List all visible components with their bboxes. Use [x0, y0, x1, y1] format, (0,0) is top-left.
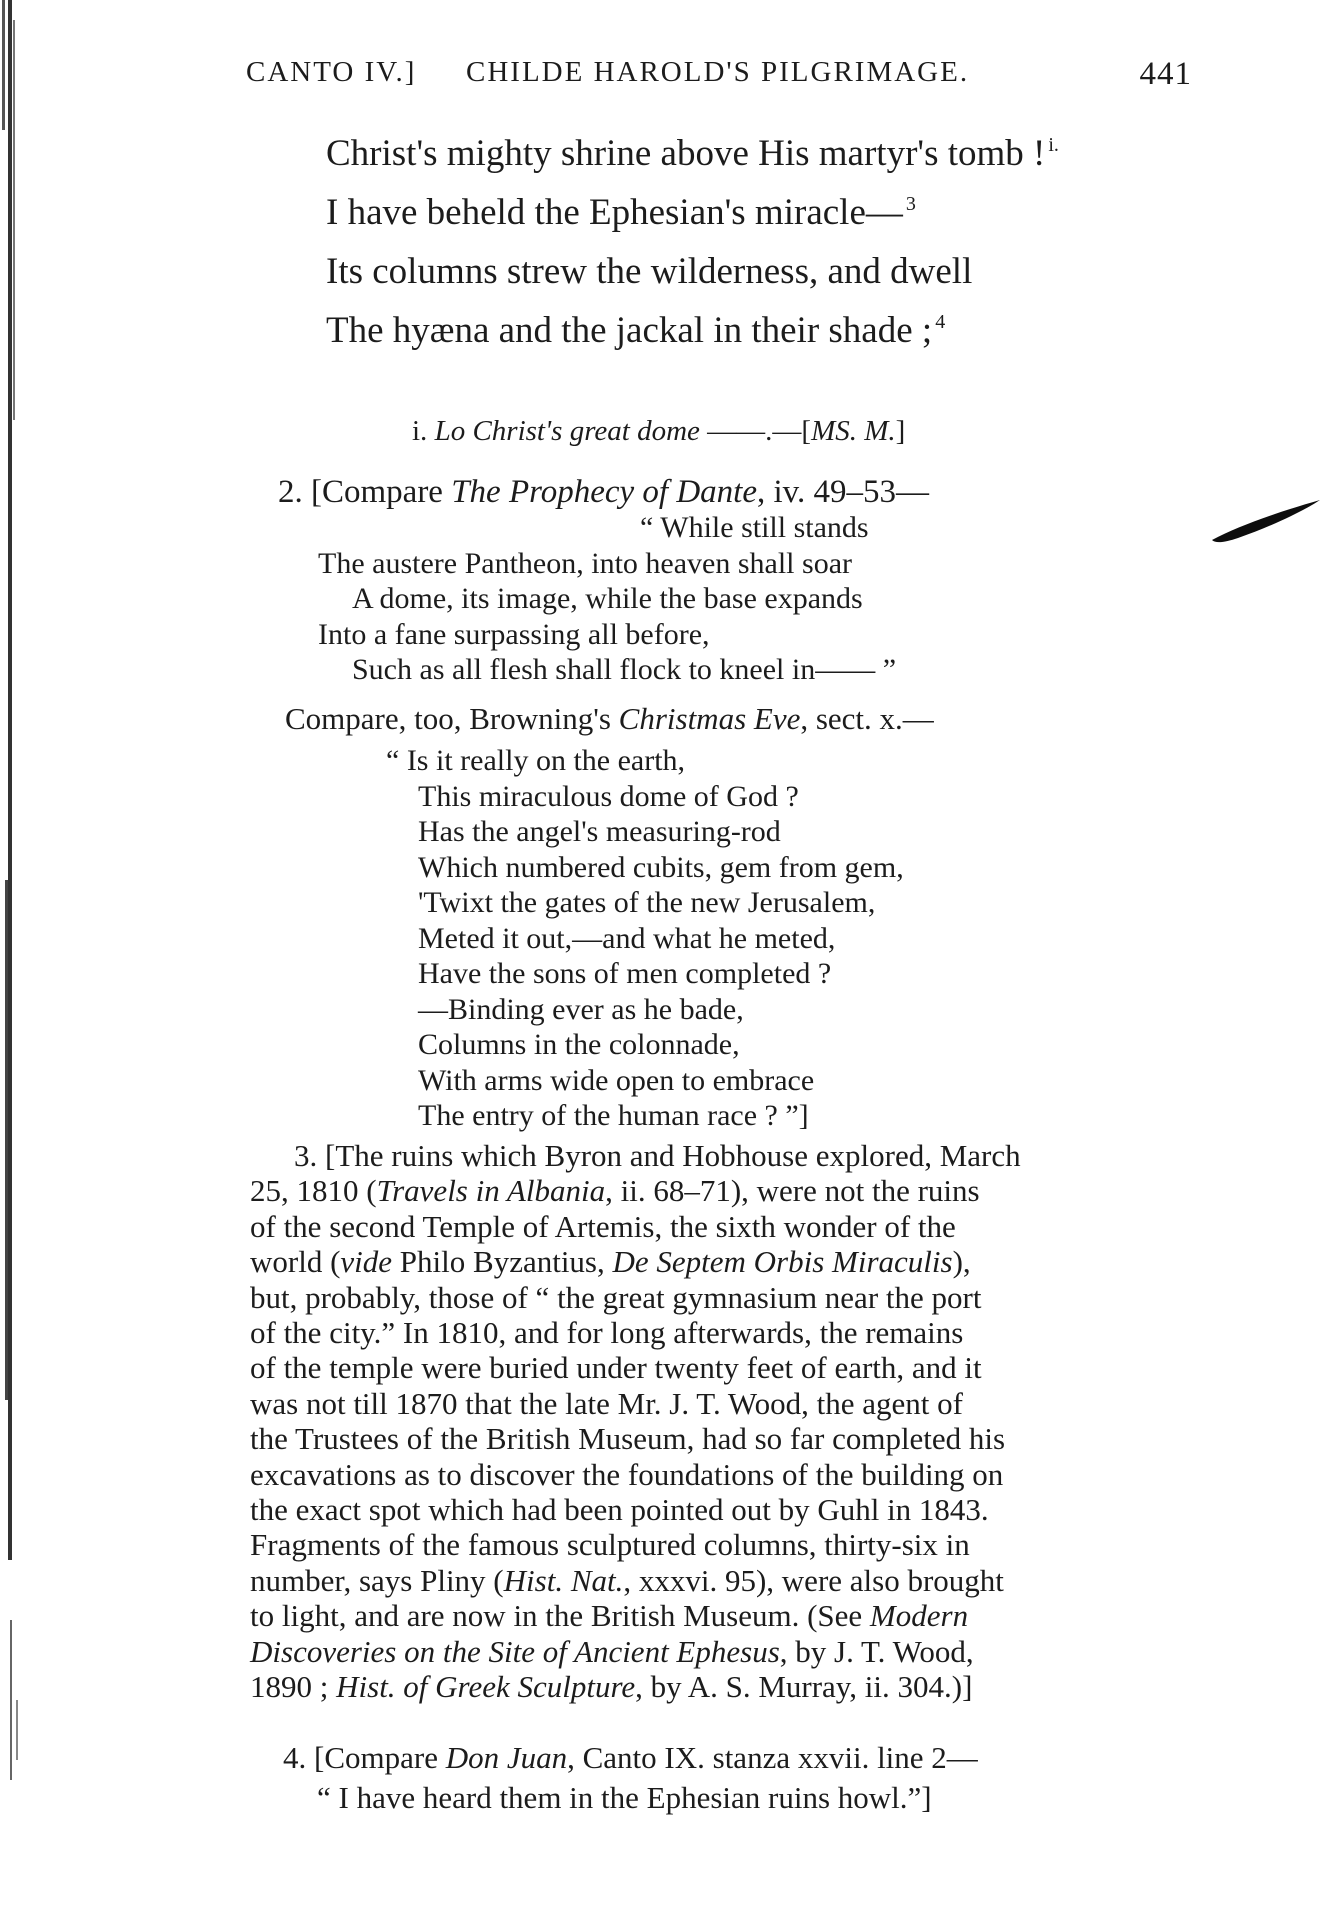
note-ref: i. [1048, 134, 1059, 156]
verse-line: Its columns strew the wilderness, and dwell [326, 251, 973, 292]
browning-quote: “ Is it really on the earth, This miraculous dome of God ? Has the angel's measuring-rod Which numbered cubits, gem from gem, 'Twixt the gates of the new Jerusalem, Meted it out,—and what he meted, Have the sons of men completed ? —Binding ever as he bade, Columns in the colonnade, With arms wide open to embrace The entry of the human race ? ”] [386, 744, 904, 1132]
footnote-2: 2. [Compare The Prophecy of Dante, iv. 49–53— [278, 474, 930, 510]
running-header [246, 56, 1192, 106]
verse-line: I have beheld the Ephesian's miracle— $^3$ [326, 192, 916, 233]
note-ref: 3 [905, 193, 916, 215]
page-number: 441 [1139, 56, 1192, 92]
pantheon-quote: “ While still stands The austere Pantheon, into heaven shall soar A dome, its image, while the base expands Into a fane surpassing all before, Such as all flesh shall flock to kneel in—— ” [318, 511, 897, 686]
canto-label: CANTO IV.] [246, 56, 417, 88]
binding-edge [0, 0, 22, 1913]
footnote-3: 3. [The ruins which Byron and Hobhouse explored, March 25, 1810 (Travels in Albania, ii. 68–71), were not the ruins of the second Temple of Artemis, the sixth wonder of the world (vide Philo Byzantius, De Septem Orbis Miraculis), but, probably, those of “ the great gymnasium near the port of the city.” In 1810, and for long afterwards, the remains of the temple were buried under twenty feet of earth, and it was not till 1870 that the late Mr. J. T. Wood, the agent of the Trustees of the British Museum, had so far completed his excavations as to discover the foundations of the building on the exact spot which had been pointed out by Guhl in 1843. Fragments of the famous sculptured columns, thirty-six in number, says Pliny (Hist. Nat., xxxvi. 95), were also brought to light, and are now in the British Museum. (See Modern Discoveries on the Site of Ancient Ephesus, by J. T. Wood, 1890 ; Hist. of Greek Sculpture, by A. S. Murray, ii. 304.)] [250, 1138, 1021, 1705]
running-title: CHILDE HAROLD'S PILGRIMAGE. [466, 56, 970, 88]
ink-blot [1208, 496, 1323, 546]
note-ref: 4 [935, 311, 946, 333]
verse-line: Christ's mighty shrine above His martyr's tomb ! $^{i.}$ [326, 133, 1059, 174]
browning-intro: Compare, too, Browning's Christmas Eve, sect. x.— [285, 701, 934, 736]
variant-note: i. Lo Christ's great dome ——.—[MS. M.] [412, 415, 906, 447]
verse-line: The hyæna and the jackal in their shade ; $^4$ [326, 310, 946, 351]
footnote-4: 4. [Compare Don Juan, Canto IX. stanza xxvii. line 2— “ I have heard them in the Ephesian ruins howl.”] [283, 1740, 978, 1815]
